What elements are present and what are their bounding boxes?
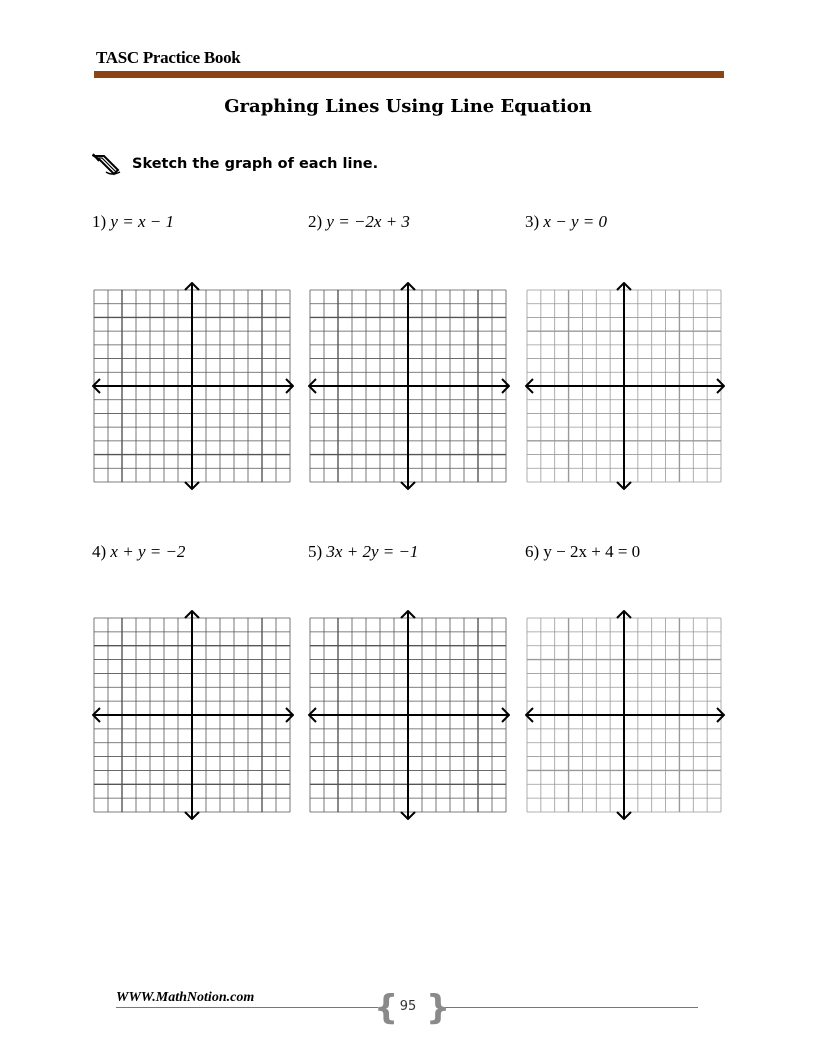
problem-equation: y = x − 1 (110, 212, 174, 231)
page-title: Graphing Lines Using Line Equation (224, 96, 592, 117)
problem-number: 1) (92, 212, 107, 231)
problem-number: 4) (92, 542, 107, 561)
problem-equation: x + y = −2 (110, 542, 186, 561)
instruction-text: Sketch the graph of each line. (132, 156, 379, 172)
problem-number: 5) (308, 542, 323, 561)
instruction (92, 152, 378, 176)
coordinate-grid-6[interactable] (525, 610, 725, 820)
coordinate-grid-3[interactable] (525, 282, 725, 490)
coordinate-grid-4[interactable] (92, 610, 294, 820)
pencil-icon (92, 152, 122, 176)
problem-2-label (308, 212, 410, 232)
bracket-left-icon: { (374, 988, 399, 1028)
problem-number: 3) (525, 212, 540, 231)
coordinate-grid-5[interactable] (308, 610, 510, 820)
footer-website: WWW.MathNotion.com (116, 990, 255, 1005)
bracket-right-icon: } (426, 988, 451, 1028)
footer-rule-left (116, 1007, 378, 1008)
problem-3-label (525, 212, 607, 232)
problem-5-label (308, 542, 418, 562)
problem-number: 2) (308, 212, 323, 231)
header-rule (94, 71, 724, 78)
problem-number: 6) (525, 542, 540, 561)
problem-4-label (92, 542, 185, 562)
problem-1-label (92, 212, 174, 232)
problem-equation: 3x + 2y = −1 (326, 542, 419, 561)
problem-equation: y = −2x + 3 (326, 212, 410, 231)
page-number: 95 (399, 999, 417, 1014)
problem-6-label (525, 542, 640, 562)
coordinate-grid-2[interactable] (308, 282, 510, 490)
book-title: TASC Practice Book (96, 48, 241, 67)
coordinate-grid-1[interactable] (92, 282, 294, 490)
footer-rule-right (440, 1007, 698, 1008)
problem-equation: x − y = 0 (543, 212, 607, 231)
problem-equation: y − 2x + 4 = 0 (543, 542, 641, 561)
